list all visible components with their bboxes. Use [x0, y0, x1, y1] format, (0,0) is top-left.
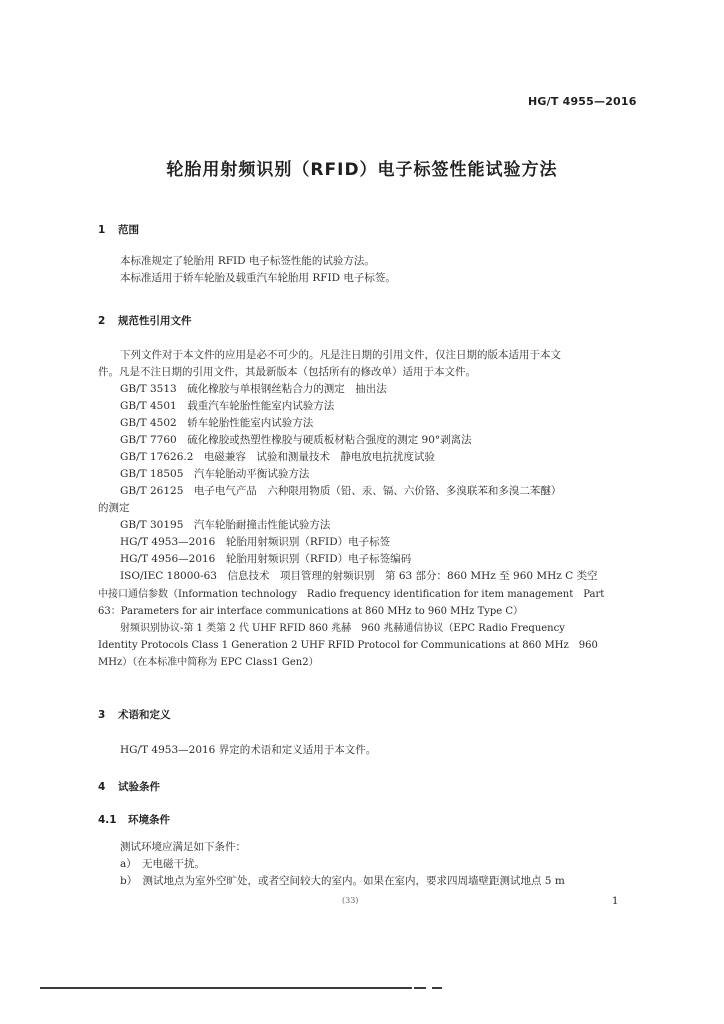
- reference-item: GB/T 4502 轿车轮胎性能室内试验方法: [120, 417, 314, 429]
- section-2-heading: [98, 313, 192, 328]
- reference-item: HG/T 4956—2016 轮胎用射频识别（RFID）电子标签编码: [120, 553, 412, 565]
- reference-item: HG/T 4953—2016 轮胎用射频识别（RFID）电子标签: [120, 536, 391, 548]
- document-title: 轮胎用射频识别（RFID）电子标签性能试验方法: [166, 160, 558, 180]
- section-title: 术语和定义: [118, 709, 171, 721]
- env-item: a） 无电磁干扰。: [120, 858, 206, 870]
- scope-line-1: 本标准规定了轮胎用 RFID 电子标签性能的试验方法。: [120, 255, 375, 267]
- section-title: 规范性引用文件: [118, 315, 192, 327]
- subsection-4-1-heading: [98, 812, 170, 827]
- reference-item: GB/T 7760 硫化橡胶或热塑性橡胶与硬质板材粘合强度的测定 90°剥离法: [120, 434, 472, 446]
- section-title: 试验条件: [118, 781, 160, 793]
- reference-item-continuation: 63：Parameters for air interface communications at 860 MHz to 960 MHz Type C）: [98, 606, 524, 617]
- refs-intro-line-1: 下列文件对于本文件的应用是必不可少的。凡是注日期的引用文件，仅注日期的版本适用于本文: [120, 349, 561, 361]
- subsection-number: 4.1: [98, 814, 117, 826]
- section-title: 范围: [118, 224, 139, 236]
- scan-edge-dash: [432, 987, 442, 989]
- reference-item: GB/T 3513 硫化橡胶与单根钢丝粘合力的测定 抽出法: [120, 383, 387, 395]
- reference-item: 射频识别协议-第 1 类第 2 代 UHF RFID 860 兆赫 960 兆赫通信协议（EPC Radio Frequency: [120, 623, 565, 634]
- reference-item: GB/T 30195 汽车轮胎耐撞击性能试验方法: [120, 519, 331, 531]
- standard-code: HG/T 4955—2016: [528, 95, 637, 108]
- reference-item: GB/T 18505 汽车轮胎动平衡试验方法: [120, 468, 310, 480]
- refs-intro-line-2: 件。凡是不注日期的引用文件，其最新版本（包括所有的修改单）适用于本文件。: [98, 366, 476, 378]
- env-intro: 测试环境应满足如下条件：: [120, 841, 246, 853]
- reference-item: GB/T 4501 载重汽车轮胎性能室内试验方法: [120, 400, 335, 412]
- page-number: 1: [612, 896, 619, 907]
- scope-line-2: 本标准适用于轿车轮胎及载重汽车轮胎用 RFID 电子标签。: [120, 272, 396, 284]
- section-1-heading: [98, 222, 139, 237]
- env-item: b） 测试地点为室外空旷处，或者空间较大的室内。如果在室内，要求四周墙壁距测试地点 5 m: [120, 875, 565, 887]
- reference-item: GB/T 26125 电子电气产品 六种限用物质（铅、汞、镉、六价铬、多溴联苯和多溴二苯醚）: [120, 485, 562, 497]
- footer-mark: (33): [342, 896, 359, 905]
- section-number: 4: [98, 781, 106, 793]
- terms-text: HG/T 4953—2016 界定的术语和定义适用于本文件。: [120, 744, 377, 756]
- section-3-heading: [98, 707, 171, 722]
- section-number: 2: [98, 315, 106, 327]
- reference-item-continuation: Identity Protocols Class 1 Generation 2 UHF RFID Protocol for Communications at 860 MHz 960: [98, 640, 598, 651]
- section-number: 1: [98, 224, 106, 236]
- scan-edge-line: [40, 987, 412, 989]
- reference-item: ISO/IEC 18000-63 信息技术 项目管理的射频识别 第 63 部分：860 MHz 至 960 MHz C 类空: [120, 570, 598, 582]
- subsection-title: 环境条件: [128, 814, 170, 826]
- section-number: 3: [98, 709, 106, 721]
- reference-item-continuation: 中接口通信参数（Information technology Radio frequency identification for item management Part: [98, 589, 605, 600]
- reference-item-continuation: MHz）（在本标准中简称为 EPC Class1 Gen2）: [98, 657, 319, 668]
- reference-item-continuation: 的测定: [98, 502, 130, 514]
- section-4-heading: [98, 779, 160, 794]
- scan-edge-dash: [414, 987, 426, 989]
- reference-item: GB/T 17626.2 电磁兼容 试验和测量技术 静电放电抗扰度试验: [120, 451, 435, 463]
